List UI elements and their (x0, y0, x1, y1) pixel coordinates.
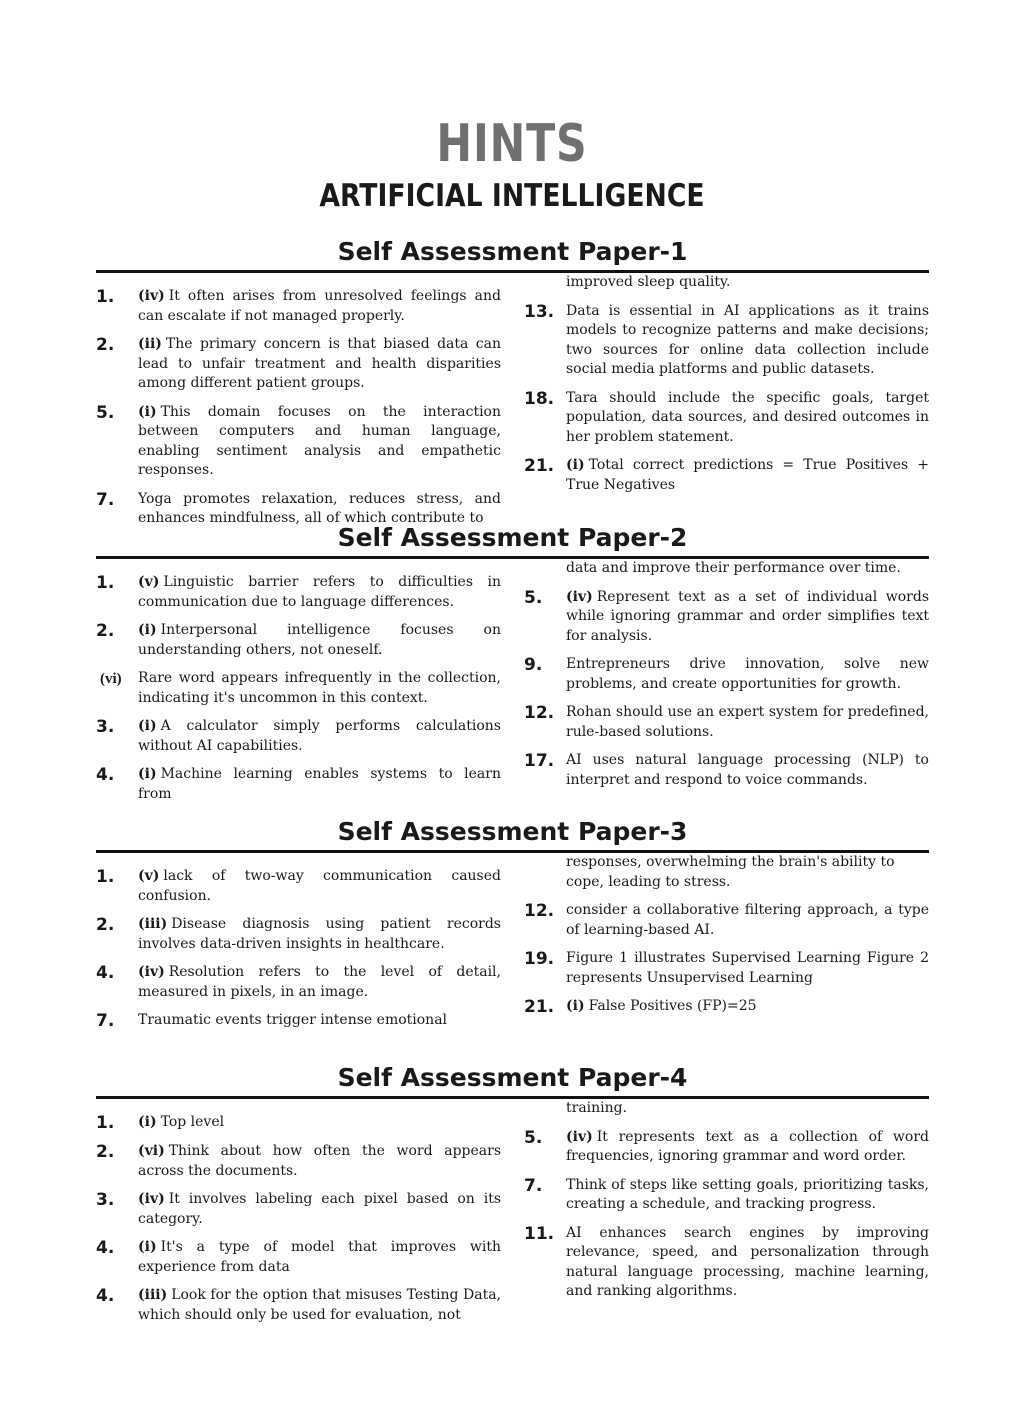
hint-option: (iv) (138, 1191, 165, 1207)
hint-number: 1. (96, 287, 115, 307)
hint-number: 11. (524, 1223, 555, 1244)
hint-text: (iii) Look for the option that misuses Testing Data, which should only be used for evaluation, not (138, 1287, 501, 1323)
hint-number: 5. (96, 402, 115, 423)
hint-number: 1. (96, 573, 115, 593)
hint-text: (i) Interpersonal intelligence focuses on understanding others, not oneself. (138, 622, 501, 658)
hint-option: (vi) (138, 1143, 165, 1159)
hint-number: 2. (96, 335, 115, 355)
hint-item (524, 751, 929, 790)
hint-text: Figure 1 illustrates Supervised Learning Figure 2 represents Unsupervised Learning (566, 950, 929, 986)
hint-number: 5. (524, 1127, 543, 1148)
hint-item (96, 1142, 501, 1181)
hint-text: (i) Machine learning enables systems to learn from (138, 766, 501, 802)
hint-text: (i) A calculator simply performs calculations without AI capabilities. (138, 718, 501, 754)
hint-item (524, 1224, 929, 1302)
hint-item (96, 1113, 501, 1133)
hint-text: (vi) Think about how often the word appears across the documents. (138, 1143, 501, 1179)
hint-number: 1. (96, 867, 115, 887)
hint-text: (iv) It represents text as a collection of word frequencies, ignoring grammar and word order. (566, 1128, 929, 1164)
hint-item (96, 573, 501, 612)
hint-text: (iv) It involves labeling each pixel based on its category. (138, 1191, 501, 1227)
hint-item (524, 703, 929, 742)
hint-item (96, 287, 501, 326)
hint-item (96, 963, 501, 1002)
paper-title: Self Assessment Paper-4 (96, 1062, 929, 1099)
hint-text: Tara should include the specific goals, target population, data sources, and desired outcomes in her problem statement. (566, 389, 929, 445)
hint-text: (v) lack of two-way communication caused confusion. (138, 868, 501, 904)
hint-option: (ii) (138, 336, 162, 352)
left-column (96, 867, 501, 1040)
right-column (524, 559, 929, 813)
hint-item (96, 1238, 501, 1277)
hint-item (96, 765, 501, 804)
left-column (96, 1113, 501, 1334)
hint-option: (i) (566, 998, 585, 1014)
hint-text: (i) It's a type of model that improves with experience from data (138, 1239, 501, 1275)
hint-option: (i) (138, 403, 157, 420)
hint-number: 21. (524, 456, 555, 476)
hint-number: 4. (96, 1286, 115, 1306)
hint-continuation: training. (566, 1100, 628, 1116)
hint-option: (iv) (566, 1128, 593, 1145)
hint-number: 2. (96, 915, 115, 935)
hint-number: (vi) (100, 671, 122, 687)
right-column (524, 853, 929, 1040)
hint-option: (iv) (566, 588, 593, 605)
hint-number: 7. (96, 489, 115, 510)
hint-item (96, 1286, 501, 1325)
hint-text: consider a collaborative filtering approach, a type of learning-based AI. (566, 902, 929, 938)
hint-item (96, 717, 501, 756)
right-column (524, 273, 929, 538)
hint-text: (i) False Positives (FP)=25 (566, 998, 757, 1014)
hint-text: Yoga promotes relaxation, reduces stress, and enhances mindfulness, all of which contribute to (138, 490, 501, 526)
paper-title: Self Assessment Paper-2 (96, 522, 929, 559)
hint-continuation: responses, overwhelming the brain's ability to cope, leading to stress. (566, 854, 895, 890)
hint-text: AI uses natural language processing (NLP) to interpret and respond to voice commands. (566, 752, 929, 788)
hint-text: (iv) Represent text as a set of individual words while ignoring grammar and order simplifies text for analysis. (566, 588, 929, 644)
left-column (96, 287, 501, 538)
hint-item (524, 655, 929, 694)
hint-text: Rare word appears infrequently in the collection, indicating it's uncommon in this context. (138, 670, 501, 706)
hint-item (524, 949, 929, 988)
hint-number: 2. (96, 1142, 115, 1162)
hint-item (524, 389, 929, 448)
hint-option: (iii) (138, 916, 168, 932)
hint-text: (v) Linguistic barrier refers to difficulties in communication due to language differences. (138, 574, 501, 610)
hint-item (96, 335, 501, 394)
hint-option: (iii) (138, 1287, 168, 1303)
hint-number: 7. (524, 1175, 543, 1196)
hint-continuation: improved sleep quality. (566, 274, 731, 290)
paper-title: Self Assessment Paper-3 (96, 816, 929, 853)
hint-number: 4. (96, 963, 115, 983)
hint-text: Traumatic events trigger intense emotional (138, 1012, 448, 1028)
hint-number: 9. (524, 655, 543, 675)
left-column (96, 573, 501, 813)
hint-item (524, 456, 929, 495)
paper-title: Self Assessment Paper-1 (96, 236, 929, 273)
hint-text: Data is essential in AI applications as it trains models to recognize patterns and make decisions; two sources for online data collection include social media platforms and public datasets. (566, 302, 929, 377)
hint-item (524, 1176, 929, 1215)
hint-number: 12. (524, 703, 555, 723)
hint-number: 2. (96, 621, 115, 641)
hint-number: 19. (524, 949, 555, 969)
hint-item (524, 588, 929, 647)
hint-text: (iii) Disease diagnosis using patient records involves data-driven insights in healthcare. (138, 916, 501, 952)
page-title: HINTS (436, 114, 588, 174)
hint-text: (i) Total correct predictions = True Positives + True Negatives (566, 457, 929, 493)
hint-text: (i) Top level (138, 1114, 225, 1130)
hint-option: (i) (138, 766, 157, 782)
hint-number: 18. (524, 388, 555, 409)
hint-item (96, 669, 501, 708)
hint-option: (iv) (138, 288, 165, 304)
paper-4-section (96, 1062, 929, 1334)
hint-item (96, 1190, 501, 1229)
hint-continuation: data and improve their performance over time. (566, 560, 901, 576)
hint-item (524, 1128, 929, 1167)
hint-text: AI enhances search engines by improving relevance, speed, and personalization through natural language processing, machine learning, and ranking algorithms. (566, 1224, 929, 1299)
hint-item (96, 867, 501, 906)
hint-number: 1. (96, 1113, 115, 1133)
hint-text: (iv) It often arises from unresolved feelings and can escalate if not managed properly. (138, 288, 501, 324)
hint-number: 4. (96, 1238, 115, 1258)
hint-number: 7. (96, 1011, 115, 1031)
hint-number: 4. (96, 765, 115, 785)
paper-3-section (96, 816, 929, 1040)
subject-title: ARTIFICIAL INTELLIGENCE (319, 178, 705, 214)
hint-text: Entrepreneurs drive innovation, solve new problems, and create opportunities for growth. (566, 656, 929, 692)
hint-text: (i) This domain focuses on the interaction between computers and human language, enabling sentiment analysis and empathetic responses. (138, 403, 501, 478)
hint-number: 13. (524, 301, 555, 322)
hint-item (96, 403, 501, 481)
hint-number: 21. (524, 997, 555, 1017)
paper-1-section (96, 236, 929, 538)
hint-text: (ii) The primary concern is that biased data can lead to unfair treatment and health disparities among different patient groups. (138, 336, 501, 391)
hint-item (96, 1011, 501, 1031)
hint-option: (iv) (138, 964, 165, 980)
hint-option: (v) (138, 868, 160, 884)
paper-2-section (96, 522, 929, 813)
hint-item (96, 915, 501, 954)
hint-option: (v) (138, 574, 160, 590)
hint-option: (i) (138, 718, 157, 734)
hint-item (524, 901, 929, 940)
hint-text: (iv) Resolution refers to the level of detail, measured in pixels, in an image. (138, 964, 501, 1000)
hint-number: 5. (524, 587, 543, 608)
hint-number: 12. (524, 901, 555, 921)
hint-number: 17. (524, 751, 555, 771)
hint-option: (i) (138, 1239, 157, 1255)
hint-number: 3. (96, 717, 115, 737)
hint-option: (i) (138, 622, 157, 638)
hint-text: Think of steps like setting goals, prioritizing tasks, creating a schedule, and tracking progress. (566, 1176, 929, 1212)
hint-item (96, 621, 501, 660)
hint-text: Rohan should use an expert system for predefined, rule-based solutions. (566, 704, 929, 740)
hint-item (524, 302, 929, 380)
hint-item (524, 997, 929, 1017)
right-column (524, 1099, 929, 1334)
hint-option: (i) (566, 457, 585, 473)
hint-number: 3. (96, 1190, 115, 1210)
hint-option: (i) (138, 1114, 157, 1130)
